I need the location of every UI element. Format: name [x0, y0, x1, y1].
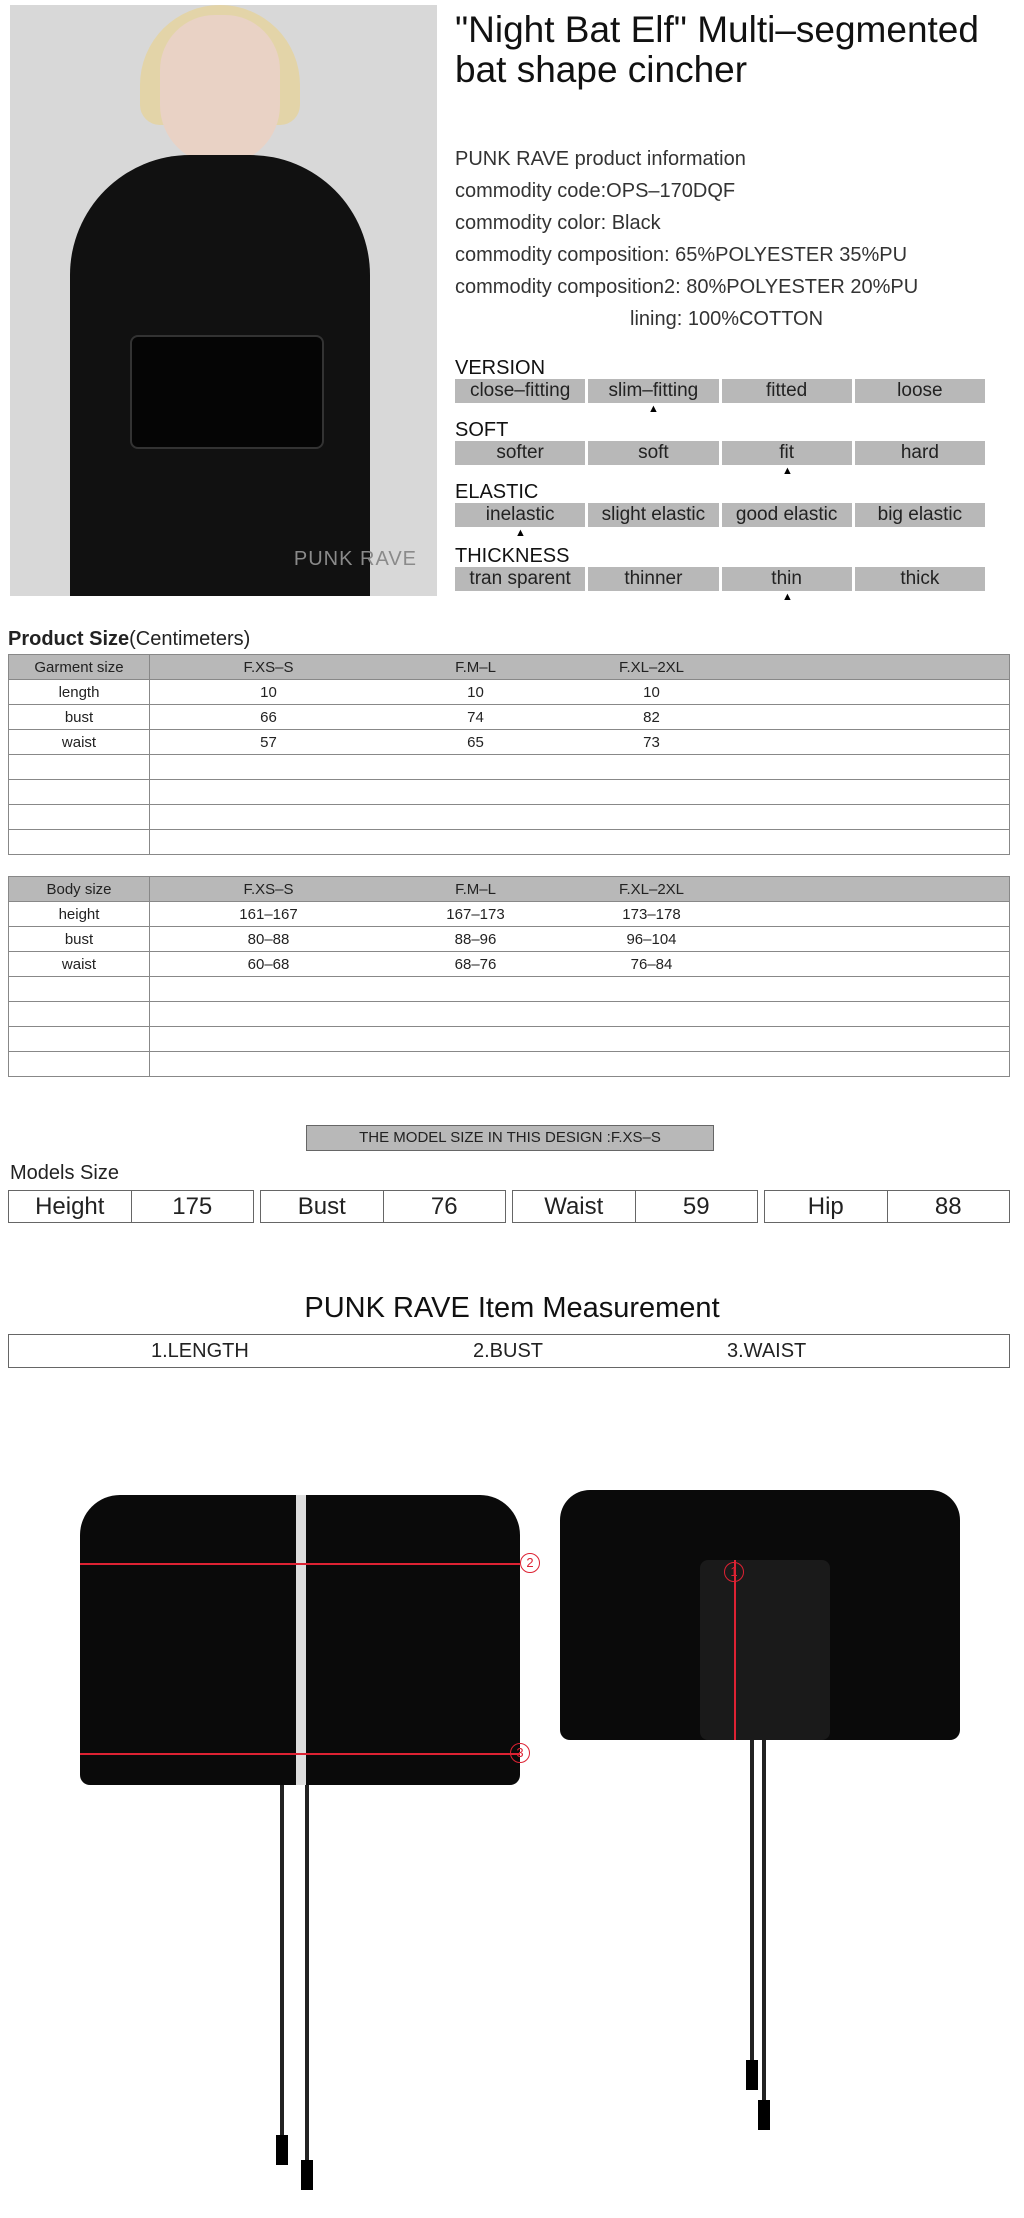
attr-option: slim–fitting: [588, 379, 718, 403]
info-composition2: [455, 271, 1015, 303]
header-cell: Body size: [9, 877, 150, 902]
table-row-empty: [9, 805, 1010, 830]
header-cell: Garment size: [9, 655, 150, 680]
cell-value: 80–88: [247, 930, 290, 948]
lace-string: [280, 1785, 284, 2165]
lace-string: [750, 1740, 754, 2080]
attr-name: VERSION: [455, 357, 546, 379]
cell-value: 57: [260, 733, 277, 751]
measure-waist: 3.WAIST: [727, 1340, 807, 1362]
lace-string: [305, 1785, 309, 2175]
busk-closure: [296, 1495, 306, 1785]
lining-value: 100%COTTON: [687, 308, 824, 330]
bust-line: [80, 1563, 520, 1565]
marker-3-icon: 3: [510, 1743, 530, 1763]
attr-option: close–fitting: [455, 379, 585, 403]
cell-value: 73: [643, 733, 660, 751]
attr-option: thick: [855, 567, 985, 591]
table-row: [9, 730, 1010, 755]
attr-option: big elastic: [855, 503, 985, 527]
cell-value: 88–96: [454, 930, 497, 948]
lining-label: lining:: [630, 308, 683, 330]
code-value: OPS–170DQF: [606, 180, 736, 202]
stat-value: 175: [131, 1191, 254, 1222]
cell-value: 10: [467, 683, 484, 701]
cell-value: 66: [260, 708, 277, 726]
table-row: [9, 705, 1010, 730]
table-row-empty: [9, 977, 1010, 1002]
attr-thickness: [455, 545, 985, 603]
cell-value: 161–167: [239, 905, 298, 923]
header-cell: F.M–L: [455, 880, 496, 898]
cell-value: 82: [643, 708, 660, 726]
cell-value: 65: [467, 733, 484, 751]
product-info: [455, 143, 1015, 335]
attr-option: inelastic: [455, 503, 585, 527]
attr-option: soft: [588, 441, 718, 465]
row-label: length: [9, 680, 150, 705]
comp-label: commodity composition:: [455, 244, 670, 266]
product-size-title: [8, 628, 250, 651]
comp2-label: commodity composition2:: [455, 276, 681, 298]
cincher-worn: [130, 335, 324, 449]
attr-name: ELASTIC: [455, 481, 539, 503]
marker-1-icon: 1: [724, 1562, 744, 1582]
attr-version: [455, 357, 985, 415]
header-cell: F.XS–S: [243, 658, 294, 676]
model-stat-waist: [512, 1190, 758, 1223]
attr-option: tran sparent: [455, 567, 585, 591]
attr-name: SOFT: [455, 419, 509, 441]
lacing-panel: [700, 1560, 830, 1740]
attr-option: slight elastic: [588, 503, 718, 527]
attr-option: fit: [722, 441, 852, 465]
attr-soft: [455, 419, 985, 477]
info-lining: [455, 303, 1015, 335]
back-view-diagram: [560, 1490, 960, 2140]
cell-value: 173–178: [622, 905, 681, 923]
selected-marker-icon: ▲: [648, 403, 659, 415]
stat-key: Bust: [297, 1193, 346, 1220]
lace-tip: [746, 2060, 758, 2090]
selected-marker-icon: ▲: [515, 527, 526, 539]
table-row: [9, 927, 1010, 952]
header-cell: F.XL–2XL: [618, 658, 685, 676]
cell-value: 10: [260, 683, 277, 701]
color-label: commodity color:: [455, 212, 607, 234]
table-row-empty: [9, 1052, 1010, 1077]
model-size-note: THE MODEL SIZE IN THIS DESIGN :F.XS–S: [306, 1125, 714, 1151]
table-row-empty: [9, 1027, 1010, 1052]
row-label: waist: [9, 730, 150, 755]
body-size-table: [8, 876, 1010, 1077]
row-label: bust: [9, 705, 150, 730]
table-row: [9, 952, 1010, 977]
attr-option: softer: [455, 441, 585, 465]
row-label: height: [9, 902, 150, 927]
attr-name: THICKNESS: [455, 545, 570, 567]
info-composition: [455, 239, 1015, 271]
header-cell: F.M–L: [455, 658, 496, 676]
model-face: [160, 15, 280, 165]
comp-value: 65%POLYESTER 35%PU: [675, 244, 908, 266]
color-value: Black: [611, 212, 661, 234]
garment-size-table: [8, 654, 1010, 855]
attr-option: good elastic: [722, 503, 852, 527]
lace-tip: [276, 2135, 288, 2165]
table-header: [9, 877, 1010, 902]
table-row: [9, 680, 1010, 705]
length-line: [734, 1560, 736, 1740]
cell-value: 68–76: [454, 955, 497, 973]
lace-string: [762, 1740, 766, 2120]
cell-value: 60–68: [247, 955, 290, 973]
attr-option: loose: [855, 379, 985, 403]
model-stat-height: [8, 1190, 254, 1223]
row-label: waist: [9, 952, 150, 977]
attr-option: thin: [722, 567, 852, 591]
lace-tip: [301, 2160, 313, 2190]
measure-length: 1.LENGTH: [151, 1340, 249, 1362]
selected-marker-icon: ▲: [782, 591, 793, 603]
stat-key: Hip: [807, 1193, 844, 1220]
table-row-empty: [9, 1002, 1010, 1027]
info-color: [455, 207, 1015, 239]
table-row-empty: [9, 755, 1010, 780]
measurement-legend: [8, 1334, 1010, 1368]
code-label: commodity code:: [455, 180, 607, 202]
info-code: [455, 175, 1015, 207]
header-cell: F.XL–2XL: [618, 880, 685, 898]
waist-line: [80, 1753, 520, 1755]
model-stat-hip: [764, 1190, 1010, 1223]
selected-marker-icon: ▲: [782, 465, 793, 477]
models-size-label: Models Size: [10, 1162, 119, 1184]
lace-tip: [758, 2100, 770, 2130]
table-row-empty: [9, 780, 1010, 805]
stat-key: Height: [35, 1193, 105, 1220]
front-view-diagram: [80, 1495, 534, 2195]
attr-option: hard: [855, 441, 985, 465]
table-row-empty: [9, 830, 1010, 855]
attr-elastic: [455, 481, 985, 539]
row-label: bust: [9, 927, 150, 952]
header-cell: F.XS–S: [243, 880, 294, 898]
table-header: [9, 655, 1010, 680]
table-row: [9, 902, 1010, 927]
marker-2-icon: 2: [520, 1553, 540, 1573]
size-title-bold: Product Size: [8, 628, 130, 650]
cell-value: 74: [467, 708, 484, 726]
measurement-title: PUNK RAVE Item Measurement: [304, 1292, 720, 1324]
info-heading: PUNK RAVE product information: [455, 148, 746, 170]
models-size-row: [8, 1190, 1010, 1223]
size-title-unit: (Centimeters): [129, 628, 251, 650]
cell-value: 76–84: [630, 955, 673, 973]
comp2-value: 80%POLYESTER 20%PU: [686, 276, 919, 298]
stat-key: Waist: [544, 1193, 604, 1220]
measure-bust: 2.BUST: [473, 1340, 544, 1362]
stat-value: 76: [383, 1191, 506, 1222]
stat-value: 88: [887, 1191, 1010, 1222]
stat-value: 59: [635, 1191, 758, 1222]
cell-value: 10: [643, 683, 660, 701]
model-stat-bust: [260, 1190, 506, 1223]
brand-watermark: PUNK RAVE: [293, 548, 417, 570]
product-photo: [10, 5, 437, 596]
attr-option: thinner: [588, 567, 718, 591]
product-title: "Night Bat Elf" Multi–segmented bat shape cincher: [455, 9, 979, 90]
cell-value: 167–173: [446, 905, 505, 923]
cell-value: 96–104: [626, 930, 677, 948]
attr-option: fitted: [722, 379, 852, 403]
